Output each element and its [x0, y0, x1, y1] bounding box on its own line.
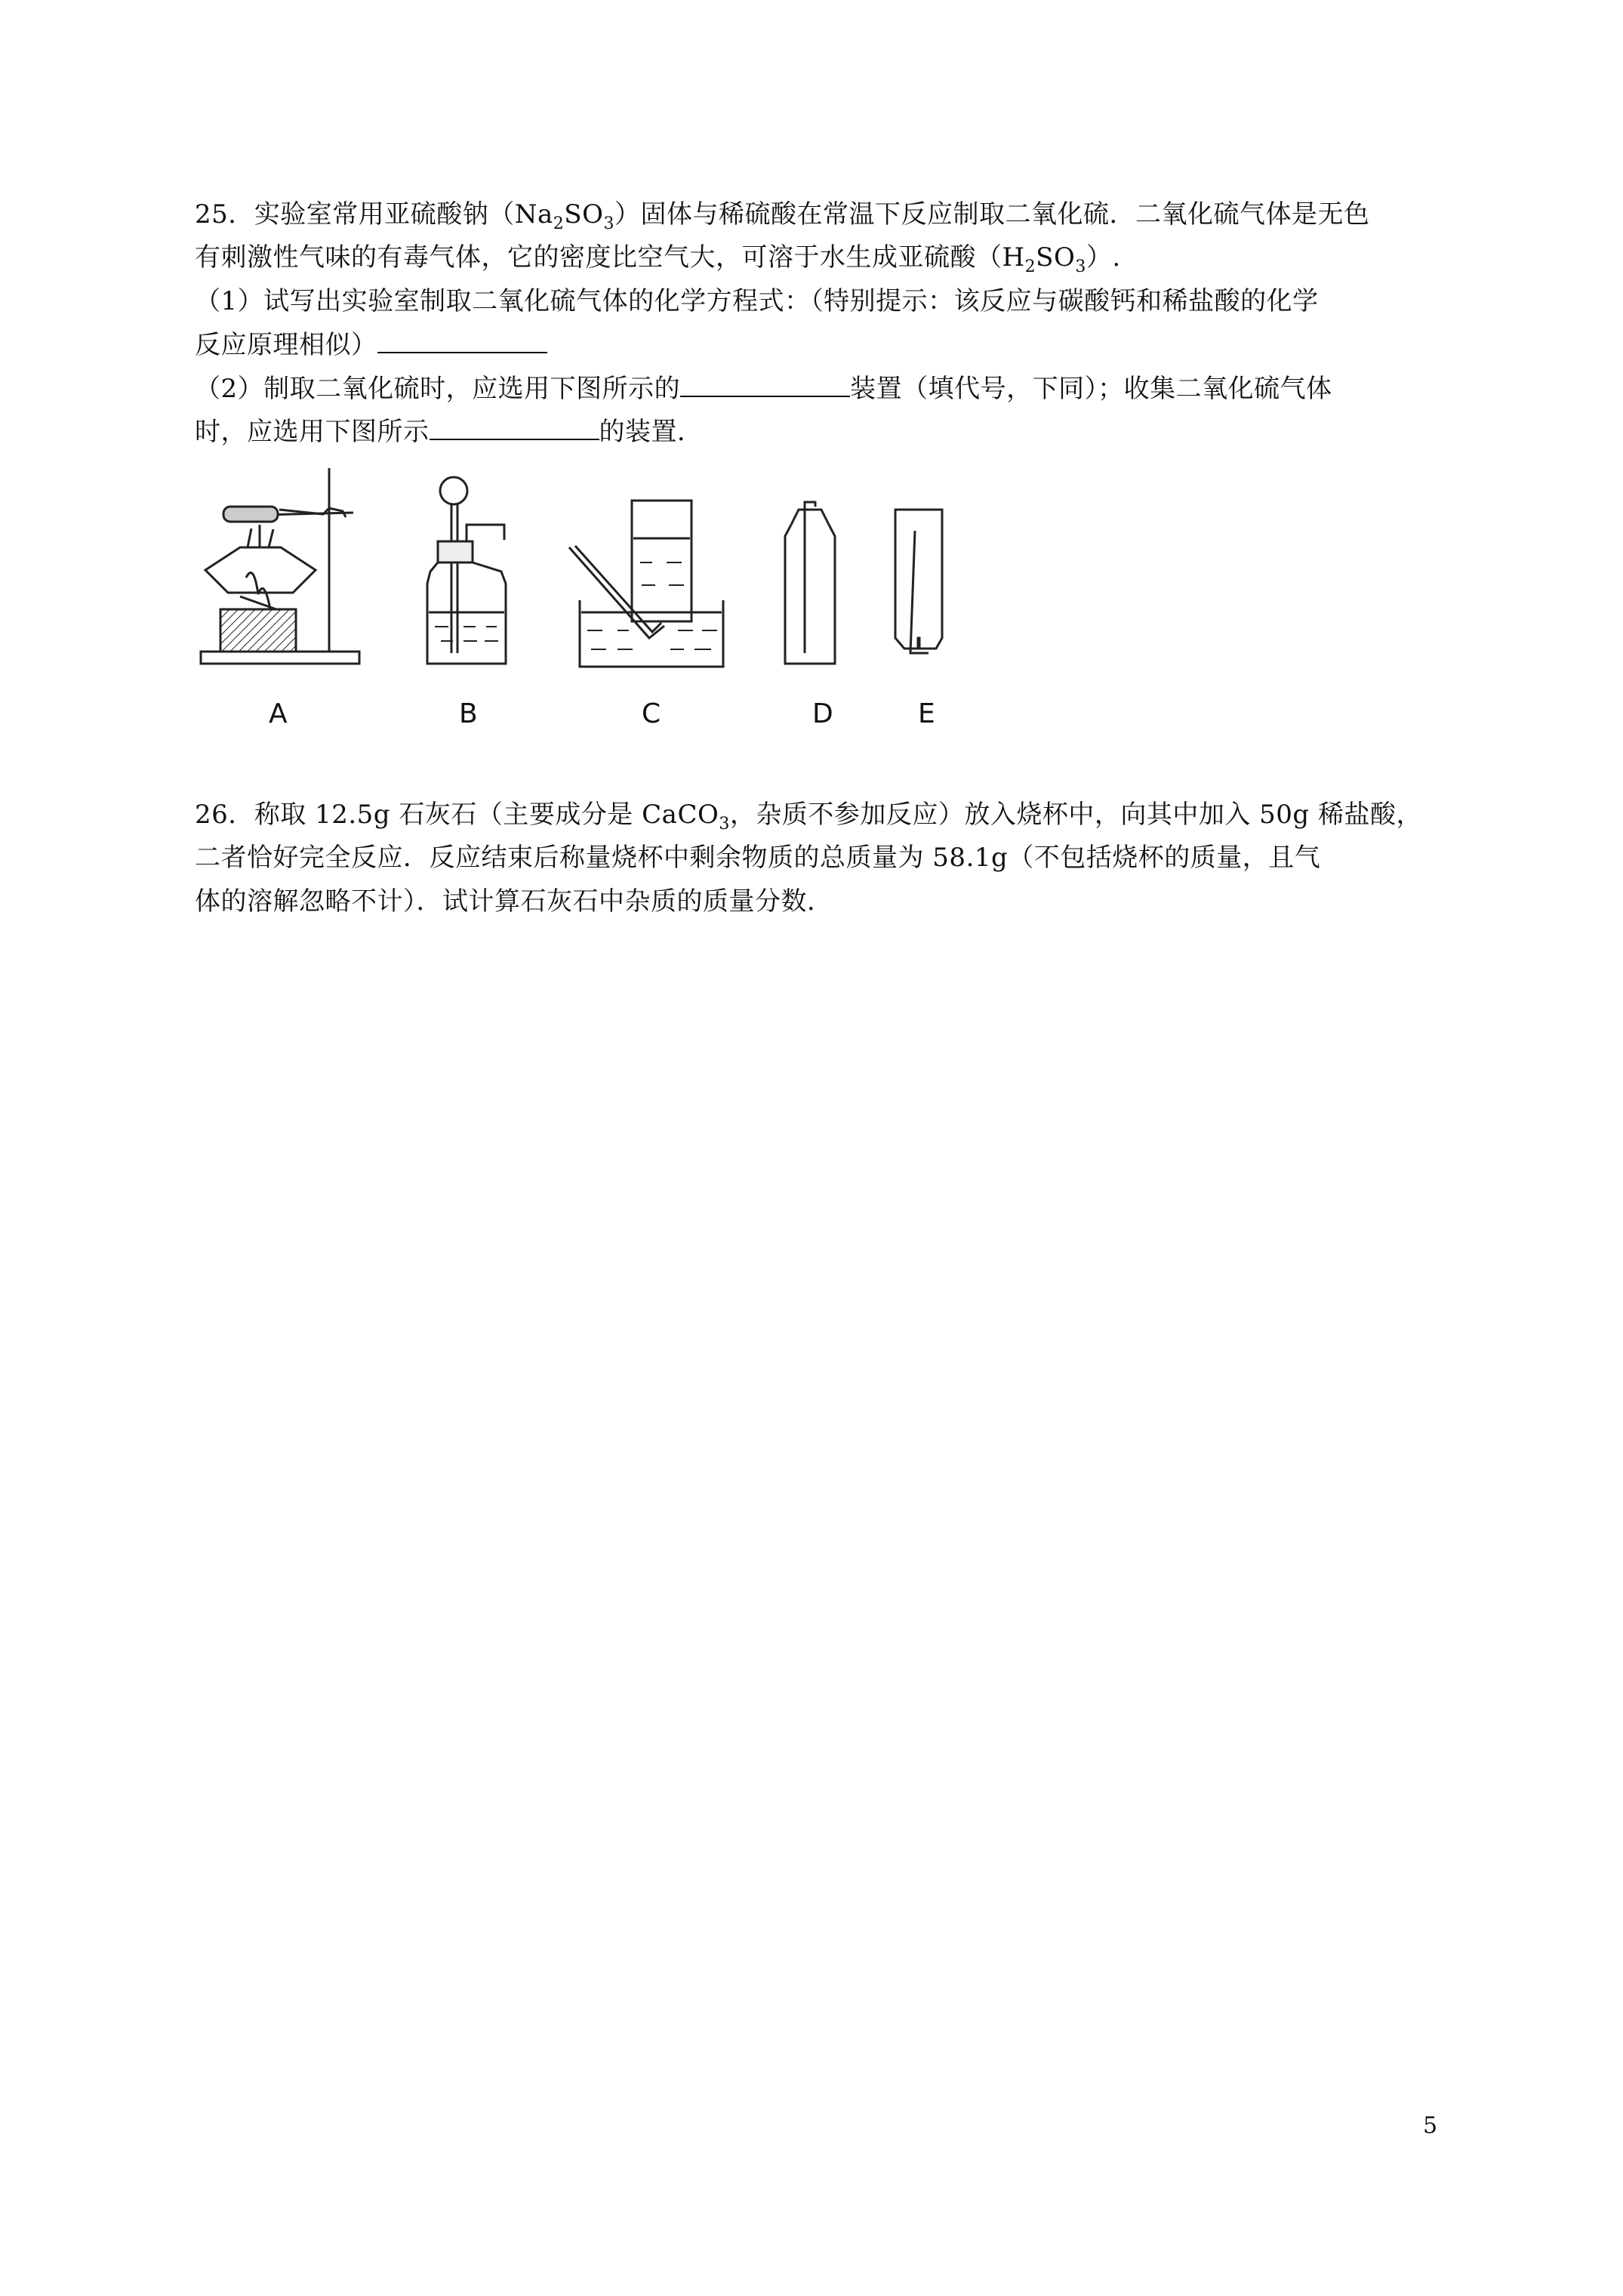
- subscript: 2: [1024, 257, 1036, 276]
- q25-text: 有刺激性气味的有毒气体，它的密度比空气大，可溶于水生成亚硫酸（H: [195, 242, 1025, 273]
- answer-blank-generator[interactable]: [680, 373, 850, 397]
- label-a: A: [269, 698, 288, 729]
- q26-text: 26．称取 12.5g 石灰石（主要成分是 CaCO: [195, 800, 719, 830]
- q26-text: 二者恰好完全反应．反应结束后称量烧杯中剩余物质的总质量为 58.1g（不包括烧杯的质量，且气: [195, 843, 1321, 873]
- label-e: E: [918, 698, 935, 729]
- subscript: 2: [553, 214, 565, 233]
- q25-line-5: [195, 373, 1332, 405]
- answer-blank-equation[interactable]: [377, 329, 547, 353]
- subscript: 3: [1075, 257, 1086, 276]
- q25-text: SO: [564, 199, 604, 230]
- label-c: C: [642, 698, 661, 729]
- q25-text: （1）试写出实验室制取二氧化硫气体的化学方程式：（特别提示：该反应与碳酸钙和稀盐酸的化学: [195, 286, 1319, 316]
- q25-text: 时，应选用下图所示: [195, 417, 430, 447]
- apparatus-a-heating: [201, 468, 359, 664]
- q25-text: 25．实验室常用亚硫酸钠（Na: [195, 199, 553, 230]
- q25-line-6: [195, 416, 704, 448]
- subscript: 3: [603, 214, 614, 233]
- apparatus-d-bottle: [785, 502, 835, 664]
- q25-line-1: [195, 199, 1369, 240]
- subscript: 3: [719, 814, 730, 834]
- q26-line-1: [195, 799, 1422, 840]
- apparatus-drawing: [195, 464, 995, 691]
- q26-line-2: [195, 842, 1320, 874]
- apparatus-e-bottle: [895, 510, 942, 653]
- q26-line-3: [195, 886, 833, 917]
- label-b: B: [459, 698, 478, 729]
- label-d: D: [812, 698, 833, 729]
- q25-text: 装置（填代号，下同）；收集二氧化硫气体: [850, 374, 1332, 404]
- q26-text: ，杂质不参加反应）放入烧杯中，向其中加入 50g 稀盐酸，: [729, 800, 1422, 830]
- q25-text: 反应原理相似）: [195, 330, 377, 360]
- apparatus-figure: [195, 464, 995, 747]
- q26-text: 体的溶解忽略不计）．试计算石灰石中杂质的质量分数．: [195, 886, 833, 917]
- q25-line-4: [195, 329, 547, 361]
- q25-text: （2）制取二氧化硫时，应选用下图所示的: [195, 374, 681, 404]
- apparatus-c-trough: [569, 501, 723, 667]
- answer-blank-collector[interactable]: [430, 416, 599, 440]
- q25-text: SO: [1036, 242, 1076, 273]
- q25-line-3: [195, 285, 1319, 317]
- apparatus-b-bottle: [427, 477, 506, 664]
- q25-line-2: [195, 242, 1121, 283]
- q25-text: ）.: [1086, 242, 1121, 273]
- page-number: 5: [1423, 2113, 1438, 2139]
- q25-text: 的装置．: [599, 417, 704, 447]
- q25-text: ）固体与稀硫酸在常温下反应制取二氧化硫．二氧化硫气体是无色: [614, 199, 1370, 230]
